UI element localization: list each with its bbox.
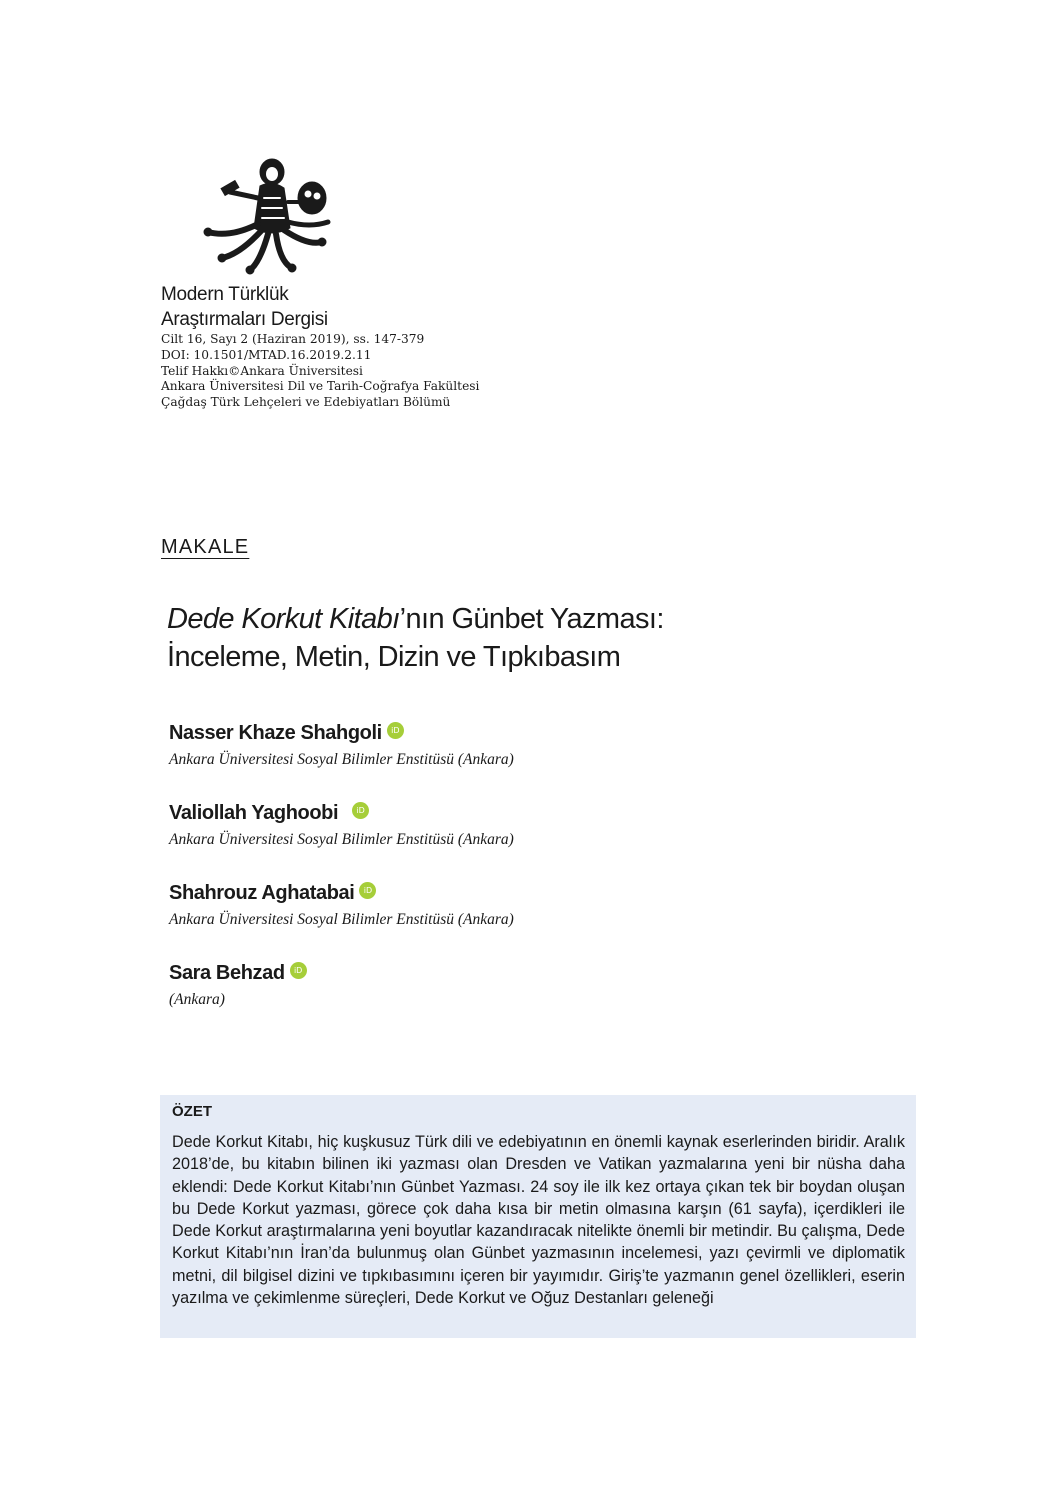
author-block <box>169 882 514 929</box>
orcid-icon[interactable]: iD <box>290 962 307 979</box>
title-rest-line1: ’nın Günbet Yazması: <box>399 603 664 635</box>
author-name: Nasser Khaze Shahgoli <box>169 722 382 744</box>
title-italic-part: Dede Korkut Kitabı <box>167 603 400 635</box>
article-title <box>167 600 927 676</box>
orcid-icon[interactable]: iD <box>387 722 404 739</box>
author-affiliation: Ankara Üniversitesi Sosyal Bilimler Enstitüsü (Ankara) <box>169 751 514 768</box>
abstract-text: Dede Korkut Kitabı, hiç kuşkusuz Türk dili ve edebiyatının en önemli kaynak eserlerinden biridir. Aralık 2018’de, bu kitabın bilinen iki yazması olan Dresden ve Vatikan yazmalarına yeni bir nüsha daha eklendi: Dede Korkut Kitabı’nın Günbet Yazması. 24 soy ile ilk kez ortaya çıkan tek bir boydan oluşan bu Dede Korkut yazması, görece çok daha kısa bir metin olmasına karşın (61 sayfa), içerdikleri ile Dede Korkut araştırmalarına yeni boyutlar kazandıracak nitelikte önemli bir metindir. Bu çalışma, Dede Korkut Kitabı’nın İran’da bulunmuş olan Günbet yazmasının incelemesi, yazı çevirmli ve diplomatik metni, dil bilgisel dizini ve tıpkıbasımını içeren bir yayımıdır. Giriş’te yazmanın genel özellikleri, eserin yazılma ve çekimlenme süreçleri, Dede Korkut ve Oğuz Destanları geleneği <box>172 1133 905 1308</box>
author-name: Sara Behzad <box>169 962 285 984</box>
author-name: Shahrouz Aghatabai <box>169 882 355 904</box>
journal-copyright: Telif Hakkı©Ankara Üniversitesi <box>161 363 363 378</box>
author-affiliation: Ankara Üniversitesi Sosyal Bilimler Enstitüsü (Ankara) <box>169 831 514 848</box>
journal-department: Çağdaş Türk Lehçeleri ve Edebiyatları Bölümü <box>161 395 451 410</box>
journal-volume: Cilt 16, Sayı 2 (Haziran 2019), ss. 147-379 <box>161 332 425 346</box>
author-affiliation: (Ankara) <box>169 991 225 1008</box>
journal-info <box>161 282 479 411</box>
journal-name-line1: Modern Türklük <box>161 284 289 305</box>
orcid-icon[interactable]: iD <box>352 802 369 819</box>
abstract-heading: ÖZET <box>172 1103 212 1120</box>
author-block <box>169 962 307 1009</box>
title-line2: İnceleme, Metin, Dizin ve Tıpkıbasım <box>167 641 621 673</box>
author-affiliation: Ankara Üniversitesi Sosyal Bilimler Enstitüsü (Ankara) <box>169 911 514 928</box>
journal-logo <box>200 158 335 280</box>
section-label: MAKALE <box>161 536 250 558</box>
orcid-icon[interactable]: iD <box>359 882 376 899</box>
author-block <box>169 722 514 769</box>
author-block <box>169 802 514 849</box>
journal-doi: DOI: 10.1501/MTAD.16.2019.2.11 <box>161 347 372 362</box>
abstract-box <box>160 1095 916 1338</box>
author-name: Valiollah Yaghoobi <box>169 802 339 824</box>
journal-faculty: Ankara Üniversitesi Dil ve Tarih-Coğrafya Fakültesi <box>161 379 480 394</box>
journal-name-line2: Araştırmaları Dergisi <box>161 309 328 330</box>
